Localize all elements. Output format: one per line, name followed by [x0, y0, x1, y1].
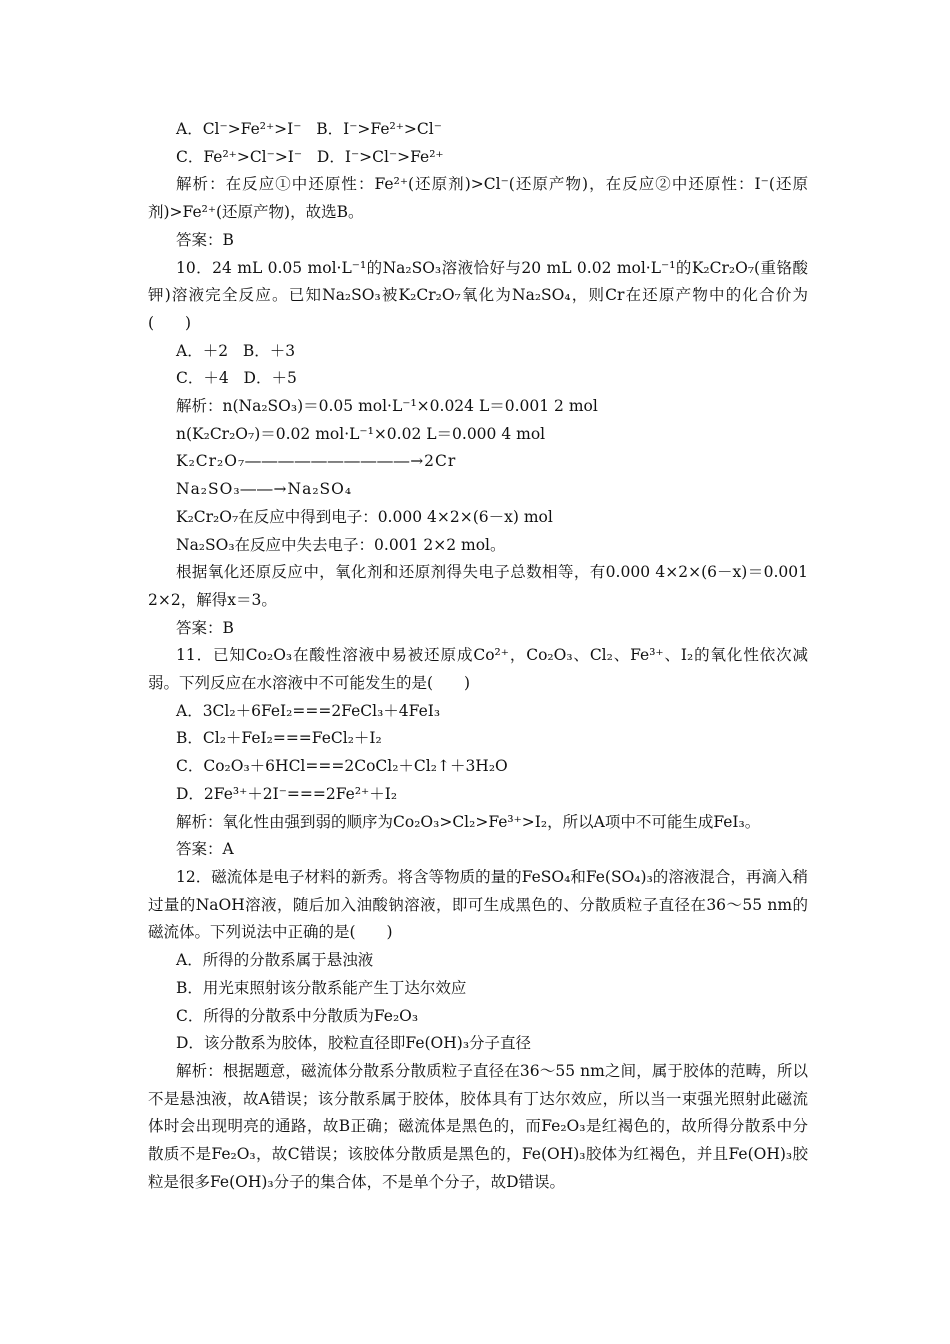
q9-option-d: D．I⁻>Cl⁻>Fe²⁺ [316, 147, 444, 166]
q10-analysis-line: K₂Cr₂O₇――――――――――→2Cr [176, 452, 457, 471]
q12-option-b: B．用光束照射该分散系能产生丁达尔效应 [176, 978, 467, 997]
q12-analysis: 解析：根据题意，磁流体分散系分散质粒子直径在36～55 nm之间，属于胶体的范畴，所以不是悬浊液，故A错误；该分散系属于胶体，胶体具有丁达尔效应，所以当一束强光照射此磁流体时会出现明亮的通路，故B正确；磁流体是黑色的，而Fe₂O₃是红褐色的，故所得分散系中分散质不是Fe₂O₃，故C错误；该胶体分散质是黑色的，Fe(OH)₃胶体为红褐色，并且Fe(OH)₃胶粒是很多Fe(OH)₃分子的集合体，不是单个分子，故D错误。 [148, 1061, 808, 1191]
q10-answer: 答案：B [176, 618, 234, 637]
q10-analysis-line: Na₂SO₃在反应中失去电子：0.001 2×2 mol。 [176, 535, 506, 554]
q12-option-d: D．该分散系为胶体，胶粒直径即Fe(OH)₃分子直径 [176, 1034, 532, 1053]
q11-stem: 11．已知Co₂O₃在酸性溶液中易被还原成Co²⁺，Co₂O₃、Cl₂、Fe³⁺、I₂的氧化性依次减弱。下列反应在水溶液中不可能发生的是( ) [148, 646, 808, 693]
q10-analysis-line: n(K₂Cr₂O₇)＝0.02 mol·L⁻¹×0.02 L＝0.000 4 mol [176, 424, 546, 443]
q11-option-d: D．2Fe³⁺＋2I⁻===2Fe²⁺＋I₂ [176, 784, 398, 803]
q10-option-d: D．＋5 [243, 369, 297, 388]
q10-stem: 10．24 mL 0.05 mol·L⁻¹的Na₂SO₃溶液恰好与20 mL 0.02 mol·L⁻¹的K₂Cr₂O₇(重铬酸钾)溶液完全反应。已知Na₂SO₃被K₂Cr₂O₇氧化为Na₂SO₄，则Cr在还原产物中的化合价为( ) [148, 258, 808, 332]
document-page [148, 116, 808, 1196]
q9-analysis: 解析：在反应①中还原性：Fe²⁺(还原剂)>Cl⁻(还原产物)，在反应②中还原性：I⁻(还原剂)>Fe²⁺(还原产物)，故选B。 [148, 175, 808, 222]
q10-analysis-paragraph: 根据氧化还原反应中，氧化剂和还原剂得失电子总数相等，有0.000 4×2×(6－x)＝0.001 2×2，解得x＝3。 [148, 563, 808, 609]
q11-option-c: C．Co₂O₃＋6HCl===2CoCl₂＋Cl₂↑＋3H₂O [176, 757, 508, 776]
q10-analysis-line: Na₂SO₃――→Na₂SO₄ [176, 480, 353, 499]
q10-option-b: B．＋3 [242, 341, 296, 360]
q10-option-c: C．＋4 [176, 369, 229, 388]
q11-option-b: B．Cl₂＋FeI₂===FeCl₂＋I₂ [176, 729, 382, 748]
q10-option-a: A．＋2 [176, 341, 229, 360]
q9-option-b: B．I⁻>Fe²⁺>Cl⁻ [316, 120, 442, 138]
q9-option-a: A．Cl⁻>Fe²⁺>I⁻ [176, 120, 302, 138]
q11-answer: 答案：A [176, 840, 234, 859]
q11-option-a: A．3Cl₂＋6FeI₂===2FeCl₃＋4FeI₃ [176, 701, 441, 720]
q10-analysis-line: K₂Cr₂O₇在反应中得到电子：0.000 4×2×(6－x) mol [176, 507, 553, 526]
q9-answer: 答案：B [176, 230, 234, 249]
q10-analysis-line: 解析：n(Na₂SO₃)＝0.05 mol·L⁻¹×0.024 L＝0.001 2 mol [176, 397, 598, 416]
q12-option-a: A．所得的分散系属于悬浊液 [176, 951, 374, 970]
q9-options-cd [148, 144, 808, 172]
q9-option-c: C．Fe²⁺>Cl⁻>I⁻ [176, 147, 303, 166]
q11-analysis: 解析：氧化性由强到弱的顺序为Co₂O₃>Cl₂>Fe³⁺>I₂，所以A项中不可能生成FeI₃。 [176, 812, 761, 831]
q9-options-ab [148, 116, 808, 144]
q10-options-cd [148, 365, 808, 393]
q12-stem: 12．磁流体是电子材料的新秀。将含等物质的量的FeSO₄和Fe(SO₄)₃的溶液混合，再滴入稍过量的NaOH溶液，随后加入油酸钠溶液，即可生成黑色的、分散质粒子直径在36～55 nm的磁流体。下列说法中正确的是( ) [148, 867, 808, 942]
q10-options-ab [148, 338, 808, 366]
q12-option-c: C．所得的分散系中分散质为Fe₂O₃ [176, 1006, 419, 1025]
